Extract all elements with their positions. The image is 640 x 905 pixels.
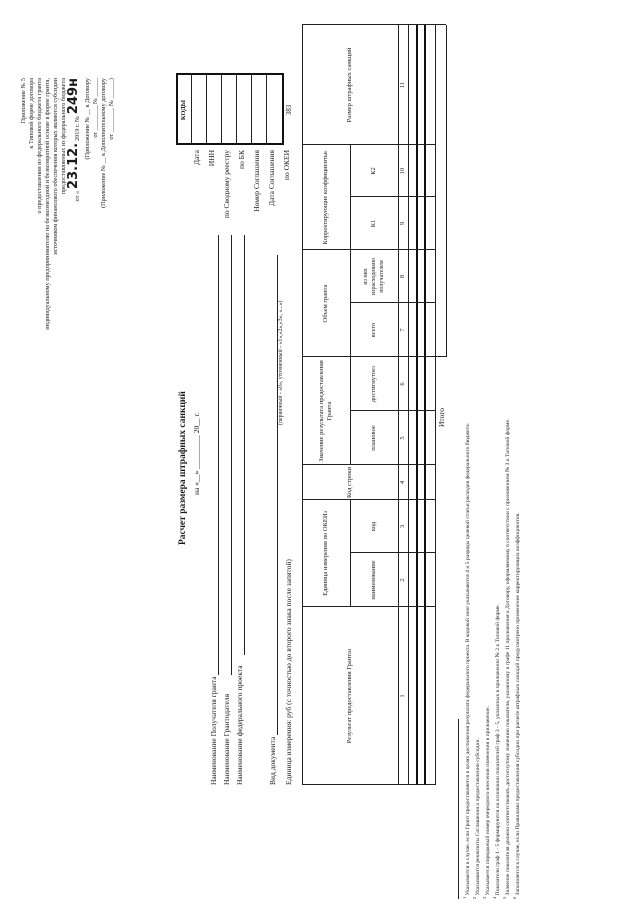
footnote-mark: 3 [482, 896, 487, 899]
form-title: Расчет размера штрафных санкций [178, 391, 188, 545]
total-cell-sep [435, 24, 446, 25]
codes-row-line [266, 75, 267, 145]
th-coef-text: Корректирующие коэффициенты [322, 152, 329, 245]
recipient-line[interactable] [218, 235, 219, 675]
codes-label-agreement-no: Номер Соглашения [252, 150, 261, 212]
project-line[interactable] [244, 235, 245, 655]
th-planned: плановое [370, 425, 377, 451]
from-label: от « [74, 190, 81, 202]
codes-label-bk: по БК [237, 150, 246, 169]
th-penalty: Размер штрафных санкций [346, 47, 353, 123]
annex-from-number: от ________ № ______ [92, 78, 99, 138]
th-used: из них израсходовано получателем [363, 257, 385, 296]
th-achieved [350, 357, 398, 411]
handwritten-number: 249н [66, 78, 81, 115]
unit-label: Единица измерения: руб (с точностью до второго знака после запятой) [284, 559, 293, 785]
report-date-line: на «__» _________ 20__ г. [192, 412, 201, 495]
codes-header: КОДЫ [179, 99, 187, 121]
codes-row-line [191, 75, 192, 145]
footnote-text: Заполняется в случае, если Правилами предоставления субсидии при расчете штрафных санкций предусмотрено применение корректирующих коэффициентов. [514, 512, 521, 896]
footnote-mark: 5 [502, 896, 507, 899]
codes-label-registry: по Сводному реестру [222, 150, 231, 219]
col-num-4: 4 [399, 480, 406, 485]
col-num-5: 5 [399, 436, 406, 440]
footnote-6 [512, 512, 521, 899]
footnote-5 [502, 419, 511, 899]
table-row[interactable] [426, 26, 435, 784]
th-result [302, 607, 398, 785]
table-bottom [435, 25, 436, 785]
total-row-line [446, 25, 447, 357]
col-num-3: 3 [399, 524, 406, 529]
col-num-9: 9 [399, 221, 406, 226]
col-num-8: 8 [399, 274, 406, 279]
annex-from-number-2: от ________ № ______) [108, 78, 115, 140]
header-line-1: к Типовой форме договора [28, 78, 35, 149]
th-unit [302, 500, 350, 607]
recipient-label: Наименование Получателя гранта [209, 676, 218, 785]
grantor-line[interactable] [231, 235, 232, 675]
project-label: Наименование федерального проекта [235, 665, 244, 785]
doc-type-label: Вид документа [268, 736, 277, 785]
footnote-text: Указываются реквизиты Соглашения о предоставлении субсидии. [474, 738, 481, 896]
year-text: 2019 г. № [74, 116, 81, 141]
table-row[interactable] [417, 26, 424, 784]
header-line-4: источником финансового обеспечения которых являются субсидии [52, 78, 59, 255]
footnote-4 [492, 604, 501, 899]
codes-row-line [236, 75, 237, 145]
header-line-3: индивидуальному предпринимателю на безвозмездной и безвозвратной основе в форме гранта, [44, 78, 51, 330]
th-achieved-text: достигнутое [370, 367, 377, 403]
col-num-2: 2 [399, 578, 406, 582]
footnote-text: Значение показателя должно соответствовать достигнутому значению показателя, указанному в графе 11 приложения к Договору, оформляемому в соответствии с приложением № 3 к Типовой форме. [504, 418, 511, 896]
footnote-3 [482, 706, 491, 899]
th-coef [302, 145, 350, 250]
footnote-separator [458, 719, 459, 899]
codes-row-line [251, 75, 252, 145]
doc-type-hint: (первичный - «0», уточненный - «1»,«2»,«3», «...») [278, 300, 284, 425]
th-line-code: Код строки [346, 467, 353, 498]
fn-mark-6: 6 [323, 150, 328, 153]
codes-row-line [206, 75, 207, 145]
th-unit-name: наименование [370, 560, 377, 600]
total-label: Итого [437, 408, 446, 427]
handwritten-date: 23.12. [66, 142, 81, 189]
order-date-line [66, 78, 81, 201]
annex-addendum: (Приложение № __ к Дополнительному договору [100, 78, 107, 208]
header-line-2: о предоставлении из федерального бюджета гранта [36, 78, 43, 214]
footnote-1 [462, 423, 471, 899]
footnote-mark: 4 [492, 896, 497, 899]
th-unit-text: Единица измерения по ОКЕИ [322, 513, 329, 596]
col-num-10: 10 [399, 167, 406, 175]
th-result-text: Результат предоставления Гранта [346, 650, 353, 744]
footnote-text: Показатели граф 1 - 5 формируются на основании показателей граф 3 - 5, указанных в приложении № 2 к Типовой форме. [494, 604, 501, 896]
th-unit-code: код [370, 521, 377, 532]
okei-value: 383 [285, 104, 293, 116]
footnote-2 [472, 738, 481, 899]
th-value: Значение результата предоставления Гранта [318, 360, 333, 462]
codes-label-date: Дата [192, 150, 201, 165]
total-cell-sep [435, 356, 446, 357]
col-num-11: 11 [399, 81, 406, 89]
codes-label-agreement-date: Дата Соглашения [267, 150, 276, 206]
fn-mark-4: 4 [347, 648, 352, 651]
th-k2: К2 [370, 167, 377, 175]
codes-label-inn: ИНН [207, 150, 216, 167]
col-num-7: 7 [399, 328, 406, 332]
th-k1: К1 [370, 219, 377, 228]
grantor-label: Наименование Грантодателя [222, 693, 231, 785]
codes-row-line [221, 75, 222, 145]
footnote-text: Указывается порядковый номер очередного внесения изменения в приложение. [484, 705, 491, 896]
footnote-mark: 6 [512, 896, 517, 899]
header-line-5: предоставляемых из федерального бюджета [60, 78, 67, 195]
annex-to-contract: (Приложение № __ к Договору [84, 78, 91, 160]
fn-mark-4b: 4 [323, 511, 328, 514]
col-num-6: 6 [399, 382, 406, 386]
footnote-text: Указывается в случае, если Грант предоставляется в целях достижения результата федерального проекта. В кодовой зоне указываются 4 и 5 разряды целевой статьи расходов федерального бюджета. [464, 422, 471, 896]
th-volume: Объем гранта [322, 284, 329, 323]
fn-mark-5: 5 [371, 365, 376, 368]
annex-number: Приложение № 5 [20, 78, 27, 124]
table-row[interactable] [409, 26, 416, 784]
okei-label: по ОКЕИ [282, 150, 291, 181]
th-total: всего [370, 322, 377, 338]
footnote-mark: 1 [462, 896, 467, 899]
footnote-mark: 2 [472, 896, 477, 899]
col-num-1: 1 [399, 694, 406, 698]
